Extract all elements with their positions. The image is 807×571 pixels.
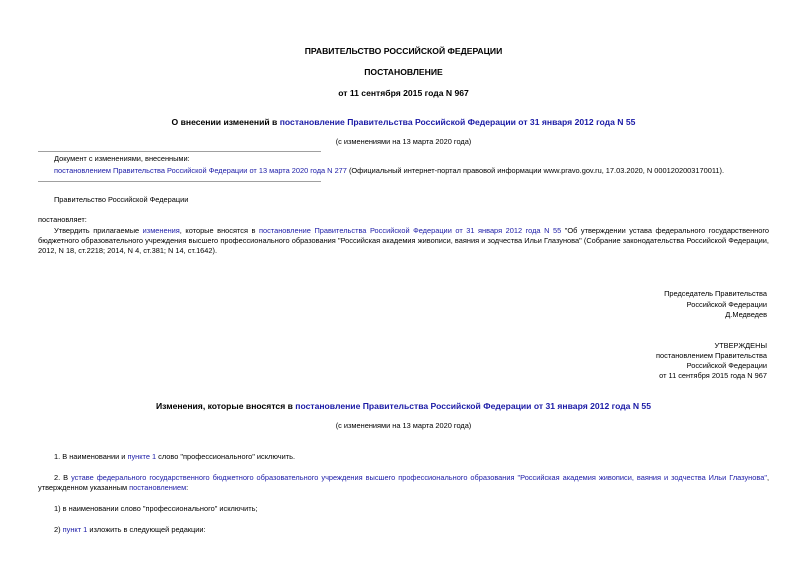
government-heading: ПРАВИТЕЛЬСТВО РОССИЙСКОЙ ФЕДЕРАЦИИ — [304, 46, 503, 56]
document-type: ПОСТАНОВЛЕНИЕ — [364, 67, 443, 77]
title-link[interactable]: постановление Правительства Российской Федерации от 31 января 2012 года N 55 — [279, 117, 636, 127]
signature-line-2: Российской Федерации — [686, 300, 767, 309]
item-2-text-b: , утвержденном указанным — [38, 473, 770, 492]
signature-line-1: Председатель Правительства — [664, 289, 767, 298]
p1-text-c: "Об утверждении устава федерального государственного бюджетного образовательного учреждения высшего профессионального образования "Российская академия живописи, ваяния и зодчества Ильи Глазунова" (Собрание законодательства Российской Федерации, 2012, N 18, ст.2218; 2014, N 4, ст.381; N 14, ст.1642). — [38, 226, 769, 255]
item-2-link-decree[interactable]: постановлением — [129, 483, 187, 492]
edition-note: (с изменениями на 13 марта 2020 года) — [335, 137, 472, 146]
divider-bottom — [38, 181, 321, 182]
item-1-text-a: 1. В наименовании и — [54, 452, 128, 461]
p1-link-changes[interactable]: изменения — [142, 226, 180, 235]
document-title — [0, 117, 807, 128]
subitem-2-text-b: изложить в следующей редакции: — [87, 525, 206, 534]
approved-line-1: УТВЕРЖДЕНЫ — [714, 341, 767, 350]
changes-source: (Официальный интернет-портал правовой информации www.pravo.gov.ru, 17.03.2020, N 0001202003170011). — [346, 166, 725, 175]
changes-link[interactable]: постановлением Правительства Российской Федерации от 13 марта 2020 года N 277 — [54, 166, 347, 175]
approved-line-4: от 11 сентября 2015 года N 967 — [659, 371, 767, 380]
subitem-2-link[interactable]: пункт 1 — [62, 525, 88, 534]
government-name: Правительство Российской Федерации — [54, 195, 189, 204]
item-2-link-charter[interactable]: уставе федерального государственного бюджетного образовательного учреждения высшего профессионального образования "Российская академия живописи, ваяния и зодчества Ильи Глазунова" — [71, 473, 767, 482]
annex-title — [0, 401, 807, 412]
divider-top — [38, 151, 321, 152]
decrees-word: постановляет: — [38, 215, 87, 224]
title-prefix: О внесении изменений в — [171, 117, 280, 127]
item-2-text-a: 2. В — [54, 473, 72, 482]
subitem-1: 1) в наименовании слово "профессионального" исключить; — [54, 504, 258, 513]
annex-title-link[interactable]: постановление Правительства Российской Федерации от 31 января 2012 года N 55 — [295, 401, 651, 411]
item-1-text-b: слово "профессионального" исключить. — [156, 452, 296, 461]
p1-link-decree[interactable]: постановление Правительства Российской Федерации от 31 января 2012 года N 55 — [259, 226, 562, 235]
changes-entry — [54, 166, 724, 176]
signature-line-3: Д.Медведев — [725, 310, 767, 319]
approved-line-3: Российской Федерации — [686, 361, 767, 370]
item-1-link[interactable]: пункте 1 — [127, 452, 157, 461]
item-1 — [54, 452, 295, 462]
p1-text-a: Утвердить прилагаемые — [54, 226, 143, 235]
annex-title-prefix: Изменения, которые вносятся в — [155, 401, 296, 411]
changes-label: Документ с изменениями, внесенными: — [54, 154, 190, 163]
p1-text-b: , которые вносятся в — [179, 226, 259, 235]
subitem-2 — [54, 525, 206, 535]
approved-line-2: постановлением Правительства — [656, 351, 767, 360]
document-date: от 11 сентября 2015 года N 967 — [338, 88, 469, 98]
paragraph-1 — [38, 226, 769, 256]
subitem-2-text-a: 2) — [54, 525, 63, 534]
item-2 — [38, 473, 769, 493]
annex-edition-note: (с изменениями на 13 марта 2020 года) — [335, 421, 472, 430]
item-2-text-c: : — [186, 483, 189, 492]
